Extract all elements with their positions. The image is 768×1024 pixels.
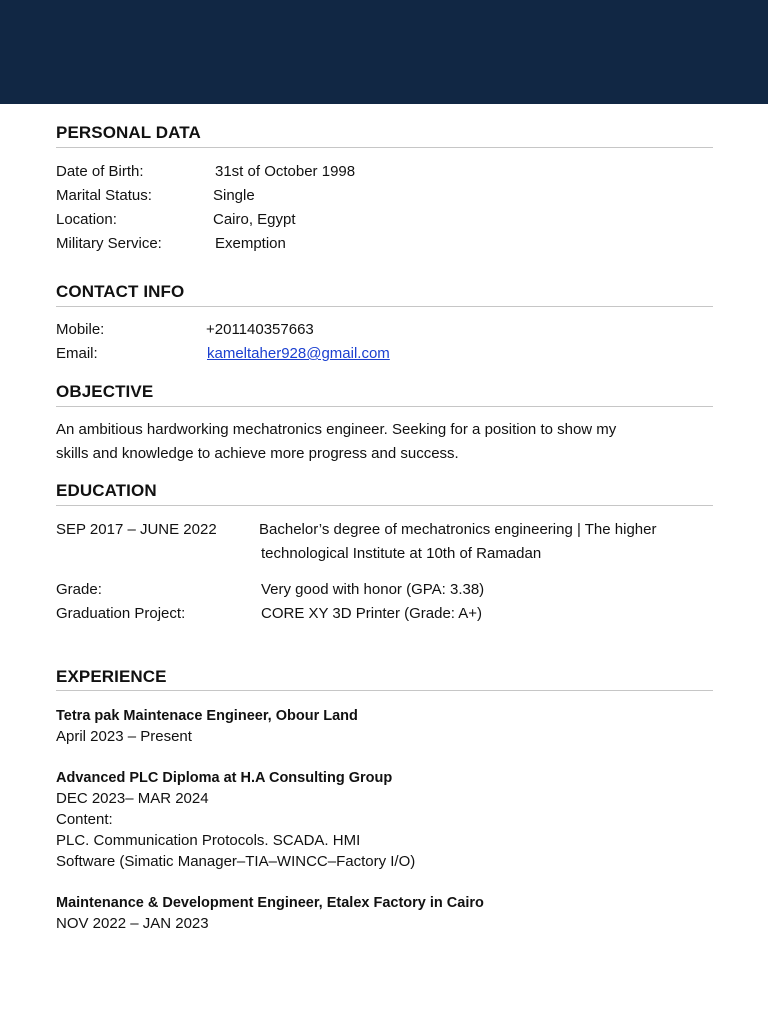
experience-heading: Advanced PLC Diploma at H.A Consulting Group xyxy=(56,770,393,786)
objective-text xyxy=(56,418,706,466)
objective-line: An ambitious hardworking mechatronics engineer. Seeking for a position to show my xyxy=(56,421,617,438)
section-title-objective: OBJECTIVE xyxy=(56,382,154,401)
project-value: CORE XY 3D Printer (Grade: A+) xyxy=(261,605,483,622)
project-label: Graduation Project: xyxy=(56,605,186,622)
section-title-contact-info: CONTACT INFO xyxy=(56,282,185,301)
mobile-value: +201140357663 xyxy=(206,321,314,338)
marital-label: Marital Status: xyxy=(56,187,152,204)
education-dates: SEP 2017 – JUNE 2022 xyxy=(56,521,217,538)
military-label: Military Service: xyxy=(56,235,162,252)
email-link[interactable]: kameltaher928@gmail.com xyxy=(207,345,390,362)
experience-heading: Maintenance & Development Engineer, Etalex Factory in Cairo xyxy=(56,895,484,911)
section-divider xyxy=(56,690,713,691)
grade-value: Very good with honor (GPA: 3.38) xyxy=(261,581,485,598)
section-divider xyxy=(56,147,713,148)
experience-line: DEC 2023– MAR 2024 xyxy=(56,790,209,807)
header-band xyxy=(0,0,768,104)
experience-line: Content: xyxy=(56,811,113,828)
location-label: Location: xyxy=(56,211,117,228)
location-value: Cairo, Egypt xyxy=(213,211,296,228)
grade-label: Grade: xyxy=(56,581,102,598)
dob-label: Date of Birth: xyxy=(56,163,144,180)
marital-value: Single xyxy=(213,187,255,204)
mobile-label: Mobile: xyxy=(56,321,105,338)
section-divider xyxy=(56,505,713,506)
experience-heading: Tetra pak Maintenace Engineer, Obour Land xyxy=(56,708,358,724)
section-title-experience: EXPERIENCE xyxy=(56,667,167,686)
degree-line-2: technological Institute at 10th of Ramadan xyxy=(261,545,542,562)
dob-value: 31st of October 1998 xyxy=(215,163,356,180)
experience-line: Software (Simatic Manager–TIA–WINCC–Factory I/O) xyxy=(56,853,416,870)
section-title-personal-data: PERSONAL DATA xyxy=(56,123,201,142)
military-value: Exemption xyxy=(215,235,286,252)
experience-line: April 2023 – Present xyxy=(56,728,192,745)
objective-line: skills and knowledge to achieve more progress and success. xyxy=(56,445,459,462)
degree-line-1: Bachelor’s degree of mechatronics engineering | The higher xyxy=(259,521,657,538)
section-title-education: EDUCATION xyxy=(56,481,157,500)
experience-line: NOV 2022 – JAN 2023 xyxy=(56,915,209,932)
experience-line: PLC. Communication Protocols. SCADA. HMI xyxy=(56,832,361,849)
email-label: Email: xyxy=(56,345,98,362)
section-divider xyxy=(56,306,713,307)
section-divider xyxy=(56,406,713,407)
